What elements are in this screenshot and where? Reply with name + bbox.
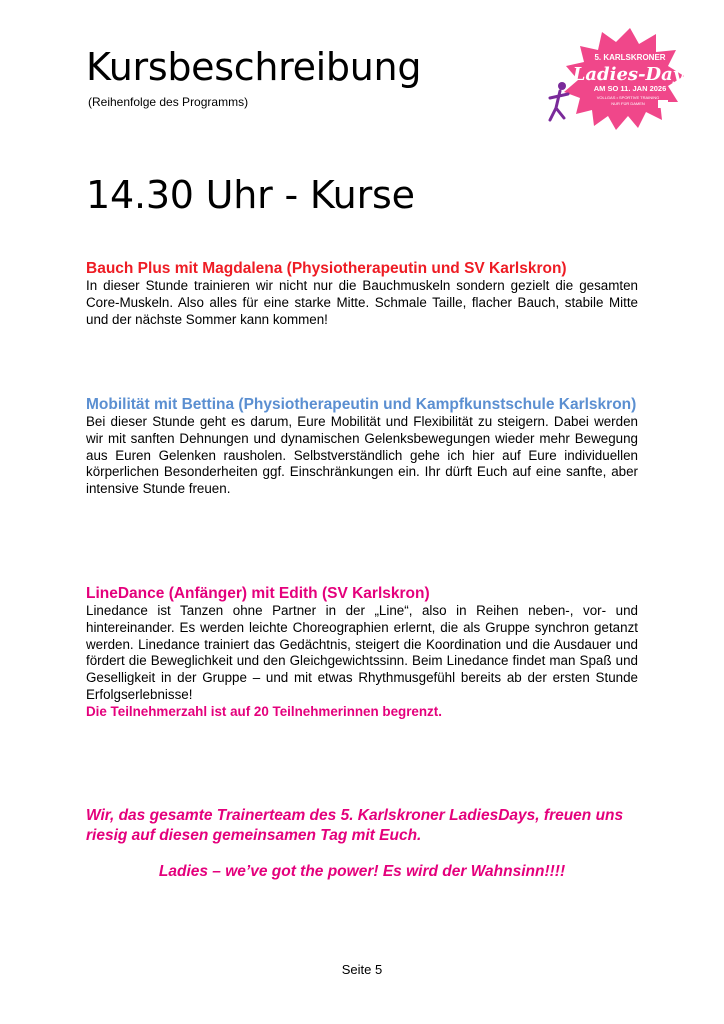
- course-title: LineDance (Anfänger) mit Edith (SV Karlskron): [86, 585, 430, 602]
- page-subtitle: (Reihenfolge des Programms): [88, 95, 249, 109]
- closing-message: Wir, das gesamte Trainerteam des 5. Karlskroner LadiesDays, freuen uns riesig auf diesen gemeinsamen Tag mit Euch.: [86, 807, 624, 844]
- course-linedance: [86, 584, 638, 721]
- logo-line1: 5. KARLSKRONER: [594, 53, 666, 62]
- participant-limit-note: Die Teilnehmerzahl ist auf 20 Teilnehmerinnen begrenzt.: [86, 703, 442, 719]
- course-description: Linedance ist Tanzen ohne Partner in der „Line“, also in Reihen neben-, vor- und hintereinander. Es werden leichte Choreographien erlernt, die als Gruppe synchron getanzt werden. Linedance trainiert das Gedächtnis, steigert die Koordination und die Ausdauer und fördert die Beweglichkeit und den Gleichgewichtssinn. Beim Linedance findet man Spaß und Geselligkeit in der Gruppe – und mit etwas Rhythmusgefühl bereits ab der ersten Stunde Erfolgserlebnisse!: [86, 603, 638, 702]
- course-mobilitaet: [86, 395, 638, 498]
- ladies-day-logo: [546, 24, 686, 134]
- course-title: Mobilität mit Bettina (Physiotherapeutin und Kampfkunstschule Karlskron): [86, 396, 637, 413]
- ladies-day-star-badge: [546, 24, 686, 134]
- club-crest-icon: [658, 100, 668, 108]
- logo-line2: Ladies-Day: [572, 64, 684, 85]
- runner-figure-icon: [550, 82, 568, 120]
- course-description: In dieser Stunde trainieren wir nicht nur die Bauchmuskeln sondern gezielt die gesamten Core-Muskeln. Also alles für eine starke Mitte. Schmale Taille, flacher Bauch, stabile Mitte und der nächste Sommer kann kommen!: [86, 278, 638, 327]
- section-heading: 14.30 Uhr - Kurse: [86, 173, 415, 217]
- course-bauch-plus: [86, 259, 638, 328]
- logo-line4: VOLLGAS • SPORTIVE TRAINING: [596, 95, 660, 100]
- logo-line3: AM SO 11. JAN 2026: [593, 84, 667, 93]
- course-description: Bei dieser Stunde geht es darum, Eure Mobilität und Flexibilität zu steigern. Dabei werden wir mit sanften Dehnungen und dynamischen Gelenksbewegungen wieder mehr Bewegung aus Euren Gelenken rausholen. Selbstverständlich gehe ich hier auf Eure individuellen körperlichen Besonderheiten ggf. Einschränkungen ein. Ihr dürft Euch auf eine sanfte, aber intensive Stunde freuen.: [86, 414, 638, 497]
- page-number: Seite 5: [341, 962, 383, 977]
- course-title: Bauch Plus mit Magdalena (Physiotherapeutin und SV Karlskron): [86, 260, 567, 277]
- logo-line5: NUR FÜR DAMEN: [611, 101, 645, 106]
- page-title: Kursbeschreibung: [86, 45, 422, 89]
- closing-slogan: Ladies – we’ve got the power! Es wird der Wahnsinn!!!!: [158, 863, 566, 880]
